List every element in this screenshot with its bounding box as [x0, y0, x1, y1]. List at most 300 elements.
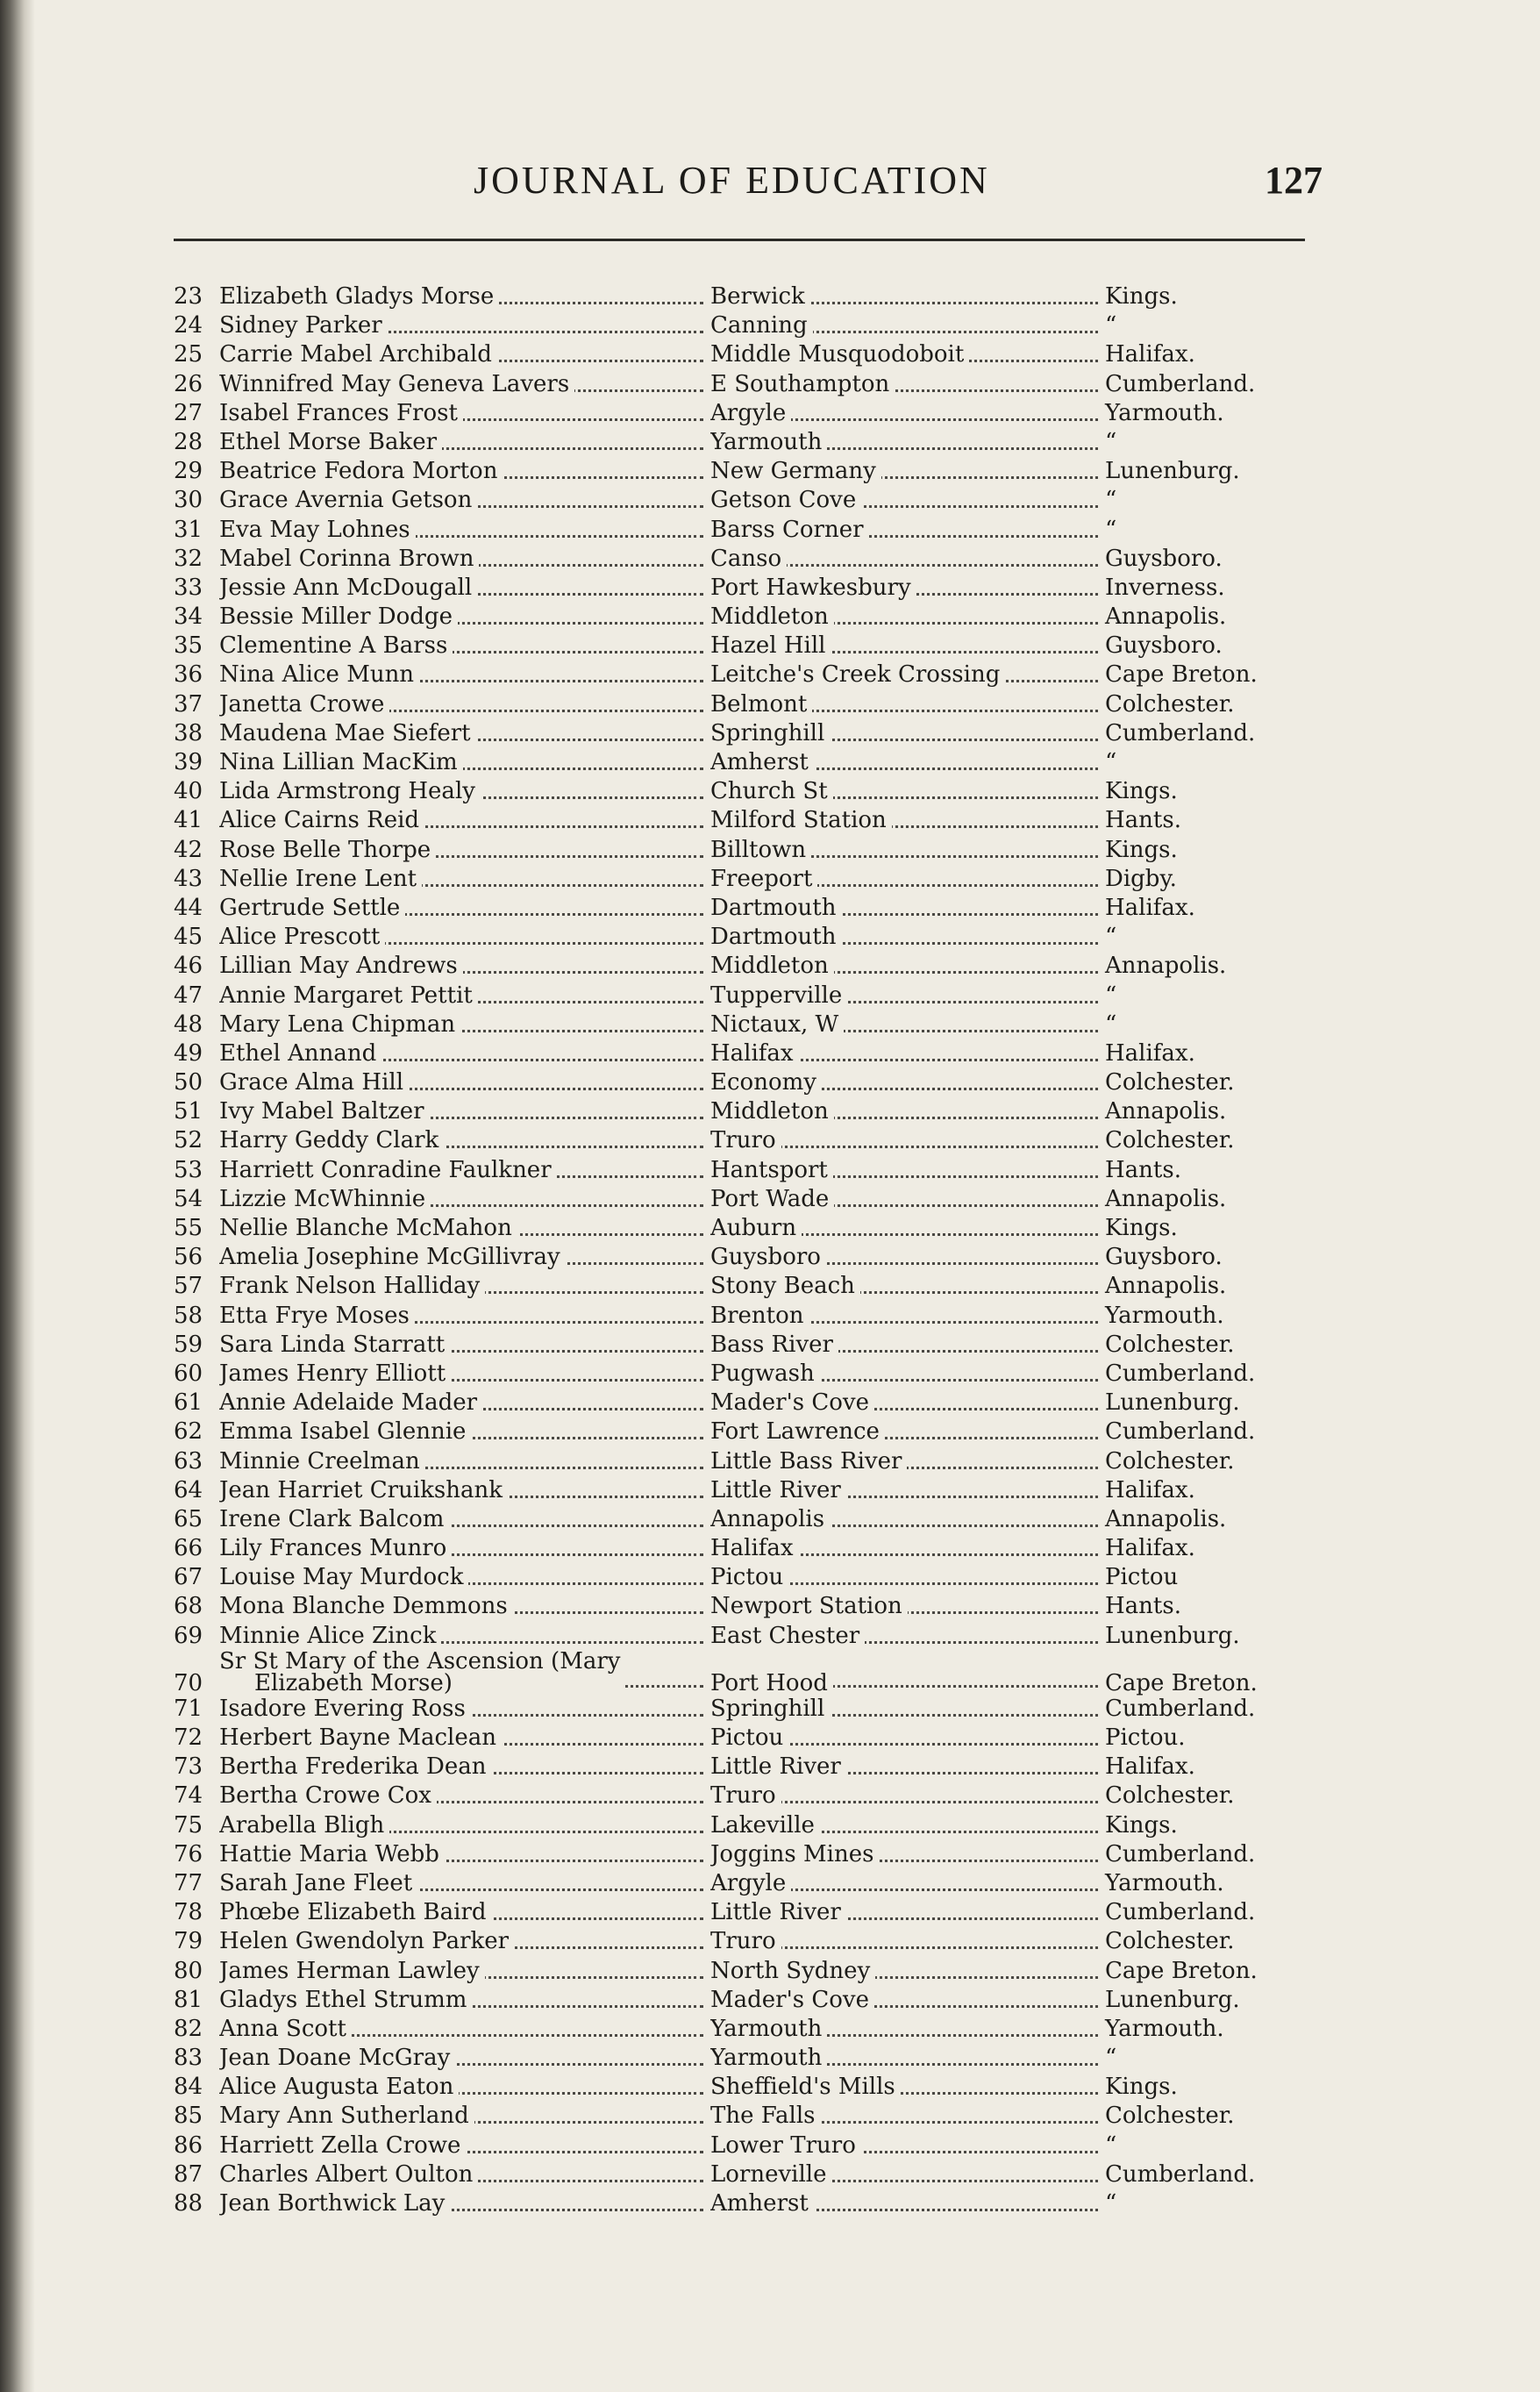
county-name: Annapolis.	[1105, 1273, 1227, 1300]
entry-number: 56	[174, 1244, 203, 1271]
roster-row	[174, 1039, 1331, 1068]
student-name-cell	[219, 719, 710, 748]
student-name-cell	[219, 1986, 710, 2015]
student-name-cell	[219, 1563, 710, 1592]
student-name: Herbert Bayne Maclean	[219, 1724, 502, 1751]
county-name: Cumberland.	[1105, 1360, 1256, 1387]
student-name: Alice Prescott	[219, 924, 385, 950]
student-name: Elizabeth Gladys Morse	[219, 283, 499, 310]
place-cell	[710, 2015, 1105, 2044]
place-cell	[710, 1811, 1105, 1840]
place-name: Brenton	[710, 1303, 809, 1329]
entry-number: 88	[174, 2190, 203, 2217]
county-name: Colchester.	[1105, 1127, 1235, 1154]
student-name: Irene Clark Balcom	[219, 1506, 449, 1532]
roster-row	[174, 428, 1331, 457]
place-name: Yarmouth	[710, 2045, 827, 2071]
county-name: Hants.	[1105, 1593, 1181, 1620]
place-name: Middle Musquodoboit	[710, 341, 969, 368]
place-cell	[710, 457, 1105, 486]
county-name: Cape Breton.	[1105, 1957, 1258, 1984]
student-name-cell	[219, 545, 710, 574]
entry-number: 83	[174, 2045, 203, 2072]
place-name: Church St	[710, 778, 833, 804]
student-name-cell	[219, 2015, 710, 2044]
roster-row	[174, 1156, 1331, 1185]
student-name: Minnie Creelman	[219, 1448, 425, 1474]
place-name: Lorneville	[710, 2161, 832, 2188]
entry-number: 81	[174, 1986, 203, 2013]
county-name: Lunenburg.	[1105, 1986, 1240, 2013]
entry-number: 54	[174, 1185, 203, 1212]
student-name: Alice Cairns Reid	[219, 807, 424, 833]
entry-number: 50	[174, 1069, 203, 1096]
place-cell	[710, 865, 1105, 894]
entry-number: 77	[174, 1869, 203, 1896]
place-cell	[710, 1695, 1105, 1724]
student-name-cell	[219, 2102, 710, 2131]
place-cell	[710, 1782, 1105, 1810]
roster-row	[174, 1126, 1331, 1155]
place-name: Truro	[710, 1928, 781, 1954]
student-name: Bertha Crowe Cox	[219, 1782, 437, 1809]
student-name-cell	[219, 282, 710, 311]
entry-number: 39	[174, 749, 203, 775]
county-name: Annapolis.	[1105, 1098, 1227, 1125]
place-cell	[710, 2160, 1105, 2189]
county-name: Colchester.	[1105, 2103, 1235, 2130]
roster-row	[174, 952, 1331, 981]
book-binding-edge	[0, 0, 35, 2392]
entry-number: 78	[174, 1899, 203, 1926]
place-cell	[710, 2131, 1105, 2160]
place-cell	[710, 632, 1105, 660]
student-name-cell	[219, 952, 710, 981]
place-name: Lower Truro	[710, 2132, 861, 2159]
place-name: Canning	[710, 312, 813, 339]
place-name: Truro	[710, 1127, 781, 1153]
entry-number: 49	[174, 1039, 203, 1067]
roster-row	[174, 340, 1331, 369]
place-name: Amherst	[710, 2190, 814, 2217]
student-name-cell	[219, 311, 710, 340]
student-name-cell	[219, 1360, 710, 1389]
student-name-cell	[219, 428, 710, 457]
student-name: Nellie Blanche McMahon	[219, 1215, 517, 1241]
place-cell	[710, 1447, 1105, 1476]
student-name-cell	[219, 1039, 710, 1068]
place-cell	[710, 1010, 1105, 1039]
student-name: Ethel Annand	[219, 1040, 381, 1067]
county-name: “	[1105, 2131, 1117, 2159]
place-cell	[710, 2102, 1105, 2131]
student-name: Mona Blanche Demmons	[219, 1593, 513, 1619]
place-cell	[710, 719, 1105, 748]
entry-number: 29	[174, 458, 203, 485]
student-name: Rose Belle Thorpe	[219, 837, 436, 863]
place-cell	[710, 1534, 1105, 1563]
place-cell	[710, 282, 1105, 311]
place-name: E Southampton	[710, 371, 895, 397]
student-name: Maudena Mae Siefert	[219, 720, 476, 746]
place-name: Middleton	[710, 953, 834, 979]
roster-row	[174, 1563, 1331, 1592]
student-name: Phœbe Elizabeth Baird	[219, 1899, 492, 1925]
roster-row	[174, 1986, 1331, 2015]
county-name: Halifax.	[1105, 1039, 1195, 1067]
county-name: “	[1105, 982, 1117, 1009]
place-name: The Falls	[710, 2103, 821, 2129]
place-name: Annapolis	[710, 1506, 830, 1532]
student-name: Lizzie McWhinnie	[219, 1186, 431, 1212]
place-name: Barss Corner	[710, 517, 869, 543]
county-name: Yarmouth.	[1105, 2015, 1224, 2042]
roster-row	[174, 516, 1331, 545]
student-name-cell	[219, 1651, 710, 1695]
student-name: Annie Adelaide Mader	[219, 1389, 482, 1416]
place-cell	[710, 952, 1105, 981]
place-cell	[710, 777, 1105, 806]
student-name-cell	[219, 982, 710, 1010]
entry-number: 67	[174, 1564, 203, 1591]
place-cell	[710, 1673, 1105, 1695]
place-name: Stony Beach	[710, 1273, 860, 1299]
place-cell	[710, 2073, 1105, 2102]
place-name: Hantsport	[710, 1157, 833, 1183]
entry-number: 32	[174, 545, 203, 572]
place-cell	[710, 690, 1105, 719]
county-name: Kings.	[1105, 778, 1178, 805]
student-name-cell	[219, 2189, 710, 2218]
roster-row	[174, 1782, 1331, 1810]
student-name-cell	[219, 2044, 710, 2073]
place-cell	[710, 1927, 1105, 1956]
county-name: Halifax.	[1105, 894, 1195, 921]
roster-row	[174, 1417, 1331, 1446]
roster-row	[174, 282, 1331, 311]
student-name-cell	[219, 2160, 710, 2189]
roster-row	[174, 836, 1331, 865]
student-name-cell	[219, 836, 710, 865]
student-name-cell	[219, 777, 710, 806]
place-cell	[710, 923, 1105, 952]
place-cell	[710, 1331, 1105, 1360]
student-name: Sr St Mary of the Ascension (Mary	[219, 1650, 621, 1674]
place-name: Fort Lawrence	[710, 1418, 885, 1445]
student-name: Lida Armstrong Healy	[219, 778, 481, 804]
place-cell	[710, 1592, 1105, 1621]
county-name: Kings.	[1105, 2074, 1178, 2101]
county-name: Lunenburg.	[1105, 1389, 1240, 1417]
place-name: Dartmouth	[710, 924, 841, 950]
entry-number: 36	[174, 661, 203, 689]
county-name: Annapolis.	[1105, 1505, 1227, 1532]
student-name: Harry Geddy Clark	[219, 1127, 444, 1153]
place-cell	[710, 894, 1105, 923]
county-name: Annapolis.	[1105, 953, 1227, 980]
roster-row	[174, 1010, 1331, 1039]
place-name: Little River	[710, 1477, 846, 1503]
student-name-cell	[219, 1302, 710, 1331]
place-cell	[710, 399, 1105, 428]
place-name: Hazel Hill	[710, 632, 831, 659]
place-name: Middleton	[710, 603, 834, 630]
roster-row	[174, 2131, 1331, 2160]
entry-number: 52	[174, 1127, 203, 1154]
entry-number: 38	[174, 719, 203, 746]
place-cell	[710, 1068, 1105, 1097]
roster-row	[174, 1214, 1331, 1243]
county-name: “	[1105, 487, 1117, 514]
county-name: Guysboro.	[1105, 545, 1223, 572]
roster-row	[174, 777, 1331, 806]
county-name: Yarmouth.	[1105, 1302, 1224, 1329]
place-name: North Sydney	[710, 1958, 875, 1984]
student-name-cell	[219, 1331, 710, 1360]
entry-number: 63	[174, 1447, 203, 1474]
student-name: Beatrice Fedora Morton	[219, 458, 503, 484]
running-title: JOURNAL OF EDUCATION	[474, 159, 990, 202]
roster-row	[174, 2160, 1331, 2189]
place-cell	[710, 1272, 1105, 1301]
student-name-cell	[219, 1156, 710, 1185]
place-cell	[710, 340, 1105, 369]
entry-number: 60	[174, 1360, 203, 1387]
student-name: Carrie Mabel Archibald	[219, 341, 497, 368]
roster-row	[174, 370, 1331, 399]
roster-row	[174, 748, 1331, 777]
roster-row	[174, 1622, 1331, 1651]
county-name: Lunenburg.	[1105, 458, 1240, 485]
roster-row	[174, 1505, 1331, 1534]
county-name: Pictou	[1105, 1564, 1179, 1591]
county-name: “	[1105, 924, 1117, 951]
place-name: Canso	[710, 546, 787, 572]
student-name-cell	[219, 1957, 710, 1986]
student-name-cell	[219, 1622, 710, 1651]
place-name: Truro	[710, 1782, 781, 1809]
roster-row	[174, 1272, 1331, 1301]
student-name: Janetta Crowe	[219, 691, 389, 718]
student-name-cell	[219, 1869, 710, 1898]
place-name: Mader's Cove	[710, 1389, 874, 1416]
student-name-cell	[219, 2131, 710, 2160]
student-name-cell	[219, 2073, 710, 2102]
place-name: Getson Cove	[710, 487, 861, 513]
place-name: Bass River	[710, 1332, 838, 1358]
student-name-cell	[219, 1505, 710, 1534]
place-name: East Chester	[710, 1623, 865, 1649]
place-cell	[710, 1563, 1105, 1592]
entry-number: 71	[174, 1695, 203, 1722]
student-name: Bessie Miller Dodge	[219, 603, 458, 630]
county-name: Kings.	[1105, 836, 1178, 863]
place-cell	[710, 311, 1105, 340]
student-name: Mary Ann Sutherland	[219, 2103, 474, 2129]
county-name: Halifax.	[1105, 341, 1195, 368]
roster-row	[174, 457, 1331, 486]
roster-row	[174, 2102, 1331, 2131]
student-name-cell	[219, 632, 710, 660]
county-name: “	[1105, 2045, 1117, 2072]
place-cell	[710, 1243, 1105, 1272]
entry-number: 62	[174, 1418, 203, 1446]
county-name: Kings.	[1105, 1811, 1178, 1839]
roster-row	[174, 1534, 1331, 1563]
roster-row	[174, 806, 1331, 835]
student-name: Lily Frances Munro	[219, 1535, 452, 1561]
roster-row	[174, 2015, 1331, 2044]
entry-number: 25	[174, 341, 203, 368]
place-name: Sheffield's Mills	[710, 2074, 901, 2100]
place-cell	[710, 1869, 1105, 1898]
place-cell	[710, 574, 1105, 603]
county-name: Hants.	[1105, 807, 1181, 834]
roster-row	[174, 1331, 1331, 1360]
roster-row	[174, 2073, 1331, 2102]
roster-row	[174, 1811, 1331, 1840]
roster-row	[174, 1097, 1331, 1126]
student-name-cell	[219, 1753, 710, 1782]
place-name: Little River	[710, 1899, 846, 1925]
student-name: Hattie Maria Webb	[219, 1841, 445, 1867]
student-name-cell	[219, 894, 710, 923]
roster-row	[174, 1243, 1331, 1272]
student-name-cell	[219, 748, 710, 777]
entry-number: 61	[174, 1389, 203, 1417]
county-name: Cumberland.	[1105, 1695, 1256, 1722]
county-name: Cape Breton.	[1105, 661, 1258, 689]
place-cell	[710, 1986, 1105, 2015]
student-name-cell	[219, 806, 710, 835]
entry-number: 41	[174, 807, 203, 834]
entry-number: 55	[174, 1215, 203, 1241]
place-name: Port Hawkesbury	[710, 575, 916, 601]
student-name-cell	[219, 1592, 710, 1621]
place-cell	[710, 1156, 1105, 1185]
roster-row	[174, 2044, 1331, 2073]
place-cell	[710, 1097, 1105, 1126]
student-name: Nina Alice Munn	[219, 661, 419, 688]
place-name: Auburn	[710, 1215, 802, 1241]
place-cell	[710, 1417, 1105, 1446]
place-name: Little River	[710, 1753, 846, 1780]
student-name: Annie Margaret Pettit	[219, 982, 478, 1009]
county-name: Digby.	[1105, 865, 1177, 892]
student-name: Sarah Jane Fleet	[219, 1870, 417, 1896]
place-cell	[710, 2044, 1105, 2073]
entry-number: 76	[174, 1840, 203, 1867]
student-name: Mabel Corinna Brown	[219, 546, 479, 572]
entry-number: 87	[174, 2160, 203, 2188]
place-name: Little Bass River	[710, 1448, 907, 1474]
place-name: Belmont	[710, 691, 812, 718]
entry-number: 58	[174, 1302, 203, 1329]
county-name: Colchester.	[1105, 1782, 1235, 1810]
entry-number: 35	[174, 632, 203, 660]
student-name: Grace Avernia Getson	[219, 487, 477, 513]
place-name: Tupperville	[710, 982, 847, 1009]
roster-row	[174, 1898, 1331, 1927]
county-name: “	[1105, 428, 1117, 455]
county-name: Kings.	[1105, 283, 1178, 310]
roster-row	[174, 1651, 1331, 1695]
student-name-cell	[219, 1272, 710, 1301]
place-cell	[710, 1360, 1105, 1389]
student-name: Amelia Josephine McGillivray	[219, 1244, 566, 1270]
place-cell	[710, 806, 1105, 835]
student-name-cell	[219, 1724, 710, 1753]
place-name: Berwick	[710, 283, 810, 310]
student-name-cell	[219, 1185, 710, 1214]
place-cell	[710, 1505, 1105, 1534]
page-number: 127	[1265, 159, 1323, 202]
student-name-cell	[219, 1476, 710, 1505]
county-name: Annapolis.	[1105, 1185, 1227, 1212]
student-name: Ivy Mabel Baltzer	[219, 1098, 430, 1125]
county-name: Cumberland.	[1105, 1418, 1256, 1446]
county-name: Hants.	[1105, 1156, 1181, 1183]
student-name-cell	[219, 660, 710, 689]
entry-number: 45	[174, 924, 203, 951]
roster-row	[174, 574, 1331, 603]
entry-number: 33	[174, 574, 203, 601]
entry-number: 27	[174, 399, 203, 426]
place-name: Amherst	[710, 749, 814, 775]
county-name: Yarmouth.	[1105, 399, 1224, 426]
entry-number: 72	[174, 1724, 203, 1751]
place-cell	[710, 1126, 1105, 1155]
place-cell	[710, 1724, 1105, 1753]
place-name: Dartmouth	[710, 895, 841, 921]
place-cell	[710, 1957, 1105, 1986]
entry-number: 47	[174, 982, 203, 1009]
student-name: Mary Lena Chipman	[219, 1011, 460, 1038]
place-name: Milford Station	[710, 807, 892, 833]
student-name: Emma Isabel Glennie	[219, 1418, 471, 1445]
roster-row	[174, 1447, 1331, 1476]
student-name: Gertrude Settle	[219, 895, 405, 921]
place-cell	[710, 1840, 1105, 1869]
place-name: Newport Station	[710, 1593, 908, 1619]
entry-number: 66	[174, 1535, 203, 1562]
roster-row	[174, 1592, 1331, 1621]
place-name: Yarmouth	[710, 2016, 827, 2042]
place-cell	[710, 1898, 1105, 1927]
student-name: Charles Albert Oulton	[219, 2161, 478, 2188]
student-name: Helen Gwendolyn Parker	[219, 1928, 514, 1954]
place-name: Guysboro	[710, 1244, 826, 1270]
student-name-cell	[219, 1695, 710, 1724]
student-name-cell	[219, 1097, 710, 1126]
student-name: Jean Harriet Cruikshank	[219, 1477, 508, 1503]
place-cell	[710, 1214, 1105, 1243]
place-name: Argyle	[710, 1870, 791, 1896]
place-cell	[710, 1389, 1105, 1417]
student-name: Grace Alma Hill	[219, 1069, 409, 1096]
county-name: “	[1105, 1010, 1117, 1038]
student-name: Ethel Morse Baker	[219, 429, 442, 455]
county-name: Colchester.	[1105, 1331, 1235, 1358]
place-name: Joggins Mines	[710, 1841, 879, 1867]
student-name-cell	[219, 486, 710, 515]
roster-row	[174, 1302, 1331, 1331]
student-name: Sidney Parker	[219, 312, 388, 339]
place-name: New Germany	[710, 458, 881, 484]
student-name-cell	[219, 340, 710, 369]
student-name: Clementine A Barss	[219, 632, 453, 659]
county-name: Guysboro.	[1105, 632, 1223, 660]
